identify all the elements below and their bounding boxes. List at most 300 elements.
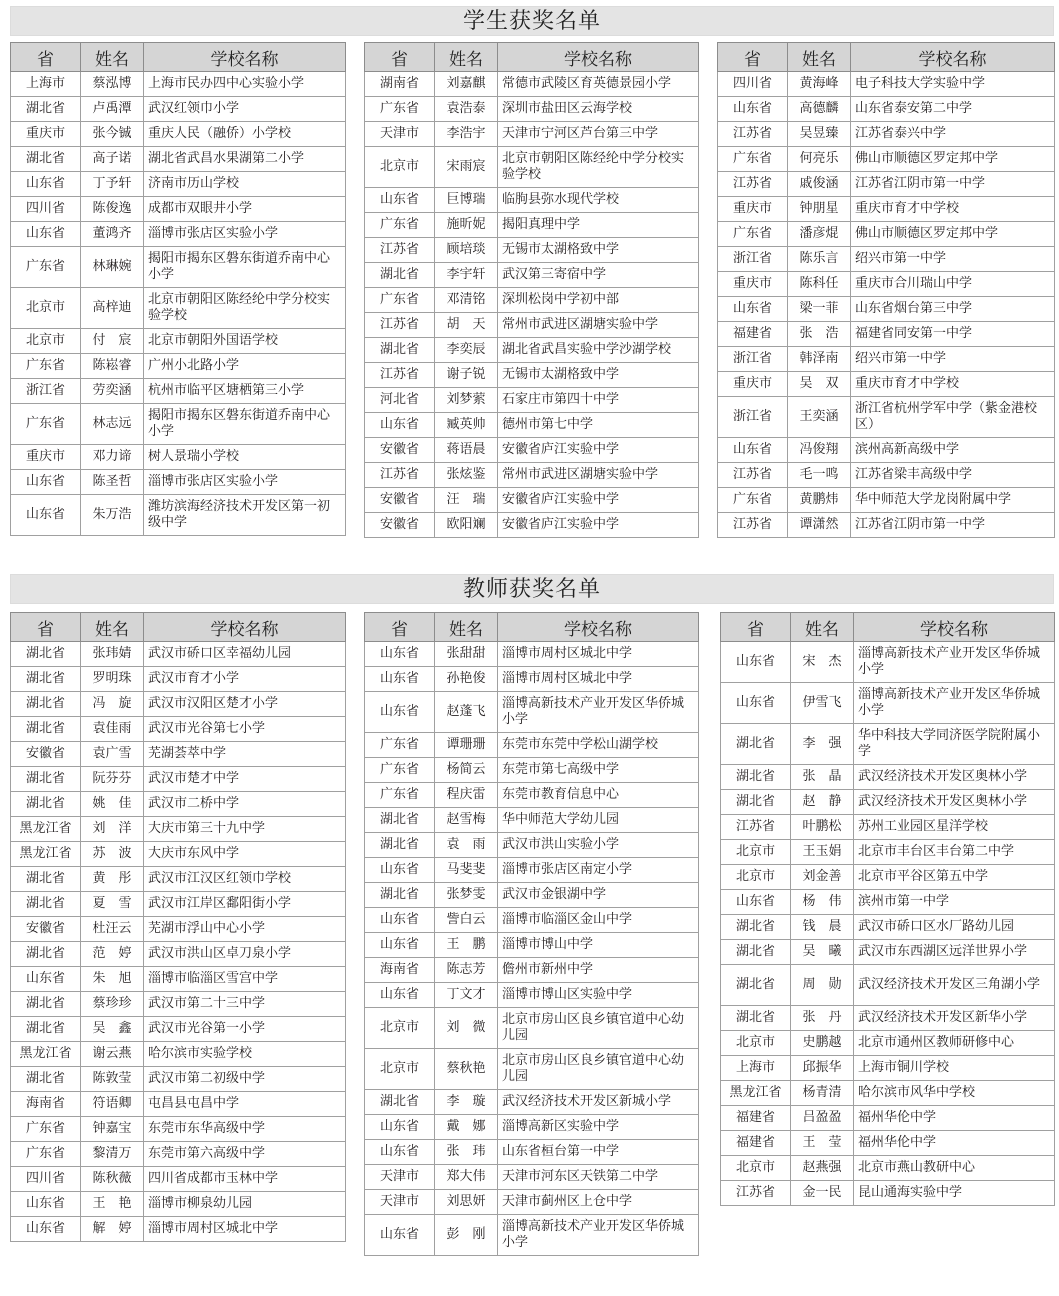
province-cell: 湖北省: [11, 692, 81, 717]
name-cell: 姚 佳: [81, 792, 144, 817]
table-row: [11, 288, 346, 329]
province-cell: 湖北省: [365, 263, 435, 288]
school-cell: 北京市房山区良乡镇官道中心幼儿园: [498, 1049, 699, 1090]
province-cell: 福建省: [721, 1106, 791, 1131]
province-cell: 山东省: [11, 967, 81, 992]
name-cell: 杨简云: [435, 758, 498, 783]
school-cell: 天津市宁河区芦台第三中学: [498, 122, 699, 147]
table-row: [11, 767, 346, 792]
name-cell: 杨青清: [791, 1081, 854, 1106]
province-cell: 北京市: [365, 1049, 435, 1090]
name-cell: 胡 天: [435, 313, 498, 338]
school-cell: 揭阳真理中学: [498, 213, 699, 238]
school-cell: 德州市第七中学: [498, 413, 699, 438]
school-cell: 苏州工业园区星洋学校: [854, 815, 1055, 840]
school-cell: 江苏省泰兴中学: [851, 122, 1055, 147]
school-cell: 佛山市顺德区罗定邦中学: [851, 147, 1055, 172]
name-cell: 程庆雷: [435, 783, 498, 808]
table-row: [11, 197, 346, 222]
table-row: [365, 213, 699, 238]
table-row: [365, 983, 699, 1008]
table-row: [365, 958, 699, 983]
school-cell: 佛山市顺德区罗定邦中学: [851, 222, 1055, 247]
table-row: [365, 783, 699, 808]
table-row: [718, 222, 1055, 247]
name-cell: 宋雨宸: [435, 147, 498, 188]
province-cell: 黑龙江省: [11, 1042, 81, 1067]
province-cell: 湖北省: [11, 767, 81, 792]
province-cell: 北京市: [11, 329, 81, 354]
name-cell: 黄 彤: [81, 867, 144, 892]
school-cell: 武汉市第二初级中学: [144, 1067, 346, 1092]
province-cell: 山东省: [11, 1217, 81, 1242]
school-cell: 北京市丰台区丰台第二中学: [854, 840, 1055, 865]
school-cell: 绍兴市第一中学: [851, 347, 1055, 372]
name-cell: 韩泽南: [788, 347, 851, 372]
province-cell: 天津市: [365, 1190, 435, 1215]
province-cell: 黑龙江省: [721, 1081, 791, 1106]
name-cell: 张梦雯: [435, 883, 498, 908]
table-row: [11, 470, 346, 495]
province-cell: 海南省: [365, 958, 435, 983]
name-cell: 刘 微: [435, 1008, 498, 1049]
teacher-awards-table-2: [364, 612, 699, 1256]
name-cell: 赵蓬飞: [435, 692, 498, 733]
school-cell: 上海市铜川学校: [854, 1056, 1055, 1081]
province-cell: 北京市: [11, 288, 81, 329]
name-cell: 金一民: [791, 1181, 854, 1206]
name-cell: 阮芬芬: [81, 767, 144, 792]
name-cell: 王玉娟: [791, 840, 854, 865]
table-header-row: [721, 613, 1055, 642]
province-cell: 江苏省: [365, 463, 435, 488]
table-row: [365, 413, 699, 438]
province-header: 省: [718, 43, 788, 72]
table-row: [718, 147, 1055, 172]
teacher-awards-table-1: [10, 612, 346, 1242]
name-cell: 罗明珠: [81, 667, 144, 692]
province-cell: 山东省: [365, 933, 435, 958]
school-cell: 淄博市博山中学: [498, 933, 699, 958]
school-cell: 湖北省武昌水果湖第二小学: [144, 147, 346, 172]
table-row: [365, 147, 699, 188]
province-cell: 湖北省: [721, 790, 791, 815]
name-cell: 袁浩泰: [435, 97, 498, 122]
name-cell: 孙艳俊: [435, 667, 498, 692]
student-awards-table-3: [717, 42, 1055, 538]
table-row: [718, 272, 1055, 297]
school-cell: 武汉市江汉区红领巾学校: [144, 867, 346, 892]
province-cell: 广东省: [365, 783, 435, 808]
table-row: [11, 792, 346, 817]
table-row: [11, 172, 346, 197]
name-cell: 陈秋薇: [81, 1167, 144, 1192]
name-header: 姓名: [788, 43, 851, 72]
province-cell: 北京市: [721, 1031, 791, 1056]
school-cell: 淄博市博山区实验中学: [498, 983, 699, 1008]
province-cell: 湖北省: [721, 915, 791, 940]
school-cell: 武汉市金银湖中学: [498, 883, 699, 908]
table-row: [365, 122, 699, 147]
province-cell: 上海市: [11, 72, 81, 97]
name-cell: 戚俊涵: [788, 172, 851, 197]
student-awards-table-1: [10, 42, 346, 536]
name-cell: 刘梦萦: [435, 388, 498, 413]
name-cell: 蒋语晨: [435, 438, 498, 463]
province-cell: 湖北省: [11, 792, 81, 817]
table-row: [718, 322, 1055, 347]
school-cell: 淄博市张店区实验小学: [144, 470, 346, 495]
name-cell: 蔡秋艳: [435, 1049, 498, 1090]
school-cell: 上海市民办四中心实验小学: [144, 72, 346, 97]
name-cell: 范 婷: [81, 942, 144, 967]
name-header: 姓名: [435, 613, 498, 642]
name-cell: 汪 瑞: [435, 488, 498, 513]
school-cell: 武汉市硚口区水厂路幼儿园: [854, 915, 1055, 940]
table-row: [365, 1049, 699, 1090]
name-cell: 史鹏越: [791, 1031, 854, 1056]
table-row: [11, 329, 346, 354]
table-row: [11, 717, 346, 742]
name-cell: 谭珊珊: [435, 733, 498, 758]
name-cell: 陈科任: [788, 272, 851, 297]
table-row: [365, 833, 699, 858]
table-row: [721, 815, 1055, 840]
province-cell: 湖北省: [11, 1017, 81, 1042]
table-row: [365, 97, 699, 122]
province-cell: 湖北省: [11, 667, 81, 692]
province-cell: 广东省: [718, 222, 788, 247]
table-row: [11, 354, 346, 379]
name-cell: 陈俊逸: [81, 197, 144, 222]
table-row: [721, 1056, 1055, 1081]
school-cell: 淄博高新技术产业开发区华侨城小学: [498, 692, 699, 733]
name-cell: 谢子锐: [435, 363, 498, 388]
table-row: [721, 1081, 1055, 1106]
name-cell: 黎清万: [81, 1142, 144, 1167]
school-cell: 湖北省武昌实验中学沙湖学校: [498, 338, 699, 363]
table-row: [365, 1140, 699, 1165]
school-header: 学校名称: [854, 613, 1055, 642]
name-cell: 李 璇: [435, 1090, 498, 1115]
province-cell: 湖南省: [365, 72, 435, 97]
table-row: [365, 513, 699, 538]
school-cell: 武汉第三寄宿中学: [498, 263, 699, 288]
name-cell: 袁广雪: [81, 742, 144, 767]
name-cell: 陈崧睿: [81, 354, 144, 379]
name-cell: 周 勋: [791, 965, 854, 1006]
school-cell: 浙江省杭州学军中学（紫金港校区）: [851, 397, 1055, 438]
school-cell: 北京市通州区教师研修中心: [854, 1031, 1055, 1056]
teacher-awards-heading: 教师获奖名单: [10, 574, 1054, 604]
province-cell: 河北省: [365, 388, 435, 413]
province-cell: 湖北省: [365, 1090, 435, 1115]
province-cell: 黑龙江省: [11, 817, 81, 842]
province-cell: 广东省: [365, 213, 435, 238]
table-row: [11, 97, 346, 122]
name-cell: 李奕辰: [435, 338, 498, 363]
school-cell: 江苏省江阴市第一中学: [851, 172, 1055, 197]
school-header: 学校名称: [144, 43, 346, 72]
school-cell: 江苏省梁丰高级中学: [851, 463, 1055, 488]
school-cell: 山东省桓台第一中学: [498, 1140, 699, 1165]
school-cell: 北京市燕山教研中心: [854, 1156, 1055, 1181]
student-awards-heading: 学生获奖名单: [10, 6, 1054, 36]
school-cell: 华中科技大学同济医学院附属小学: [854, 724, 1055, 765]
name-cell: 梁一菲: [788, 297, 851, 322]
province-cell: 广东省: [11, 247, 81, 288]
table-row: [11, 1217, 346, 1242]
province-cell: 安徽省: [11, 742, 81, 767]
name-cell: 陈圣哲: [81, 470, 144, 495]
name-cell: 欧阳斓: [435, 513, 498, 538]
province-header: 省: [11, 613, 81, 642]
table-row: [365, 363, 699, 388]
province-cell: 重庆市: [11, 445, 81, 470]
school-cell: 东莞市第六高级中学: [144, 1142, 346, 1167]
school-cell: 四川省成都市玉林中学: [144, 1167, 346, 1192]
school-cell: 天津市河东区天铁第二中学: [498, 1165, 699, 1190]
table-row: [721, 642, 1055, 683]
name-cell: 刘思妍: [435, 1190, 498, 1215]
province-cell: 江苏省: [721, 815, 791, 840]
name-cell: 劳奕涵: [81, 379, 144, 404]
school-cell: 淄博市周村区城北中学: [498, 667, 699, 692]
school-cell: 深圳市盐田区云海学校: [498, 97, 699, 122]
province-cell: 福建省: [718, 322, 788, 347]
province-cell: 广东省: [718, 488, 788, 513]
school-cell: 淄博市临淄区金山中学: [498, 908, 699, 933]
school-cell: 武汉市洪山实验小学: [498, 833, 699, 858]
school-cell: 成都市双眼井小学: [144, 197, 346, 222]
name-cell: 赵雪梅: [435, 808, 498, 833]
name-cell: 解 婷: [81, 1217, 144, 1242]
table-row: [11, 1067, 346, 1092]
school-cell: 绍兴市第一中学: [851, 247, 1055, 272]
school-cell: 重庆市育才中学校: [851, 197, 1055, 222]
table-row: [721, 915, 1055, 940]
school-cell: 揭阳市揭东区磐东街道乔南中心小学: [144, 247, 346, 288]
name-cell: 吴昱臻: [788, 122, 851, 147]
province-cell: 北京市: [365, 147, 435, 188]
table-row: [365, 908, 699, 933]
name-cell: 丁文才: [435, 983, 498, 1008]
name-cell: 张甜甜: [435, 642, 498, 667]
province-cell: 天津市: [365, 122, 435, 147]
table-row: [721, 965, 1055, 1006]
province-cell: 湖北省: [11, 642, 81, 667]
province-cell: 广东省: [365, 758, 435, 783]
table-row: [11, 842, 346, 867]
name-cell: 潘彦焜: [788, 222, 851, 247]
name-cell: 陈乐言: [788, 247, 851, 272]
table-row: [11, 1092, 346, 1117]
name-cell: 赵燕强: [791, 1156, 854, 1181]
school-cell: 淄博高新区实验中学: [498, 1115, 699, 1140]
school-cell: 芜湖荟萃中学: [144, 742, 346, 767]
table-row: [11, 247, 346, 288]
table-row: [11, 1142, 346, 1167]
table-row: [365, 858, 699, 883]
name-cell: 黄海峰: [788, 72, 851, 97]
school-cell: 山东省烟台第三中学: [851, 297, 1055, 322]
school-cell: 无锡市太湖格致中学: [498, 363, 699, 388]
school-cell: 北京市朝阳区陈经纶中学分校实验学校: [144, 288, 346, 329]
name-cell: 丁予轩: [81, 172, 144, 197]
table-row: [718, 347, 1055, 372]
table-row: [11, 122, 346, 147]
name-cell: 高梓迪: [81, 288, 144, 329]
name-cell: 黄鹏炜: [788, 488, 851, 513]
school-cell: 山东省泰安第二中学: [851, 97, 1055, 122]
school-cell: 武汉市光谷第七小学: [144, 717, 346, 742]
name-cell: 李 强: [791, 724, 854, 765]
name-cell: 冯俊翔: [788, 438, 851, 463]
school-cell: 昆山通海实验中学: [854, 1181, 1055, 1206]
name-cell: 张 晶: [791, 765, 854, 790]
table-row: [11, 942, 346, 967]
table-row: [11, 992, 346, 1017]
table-header-row: [718, 43, 1055, 72]
province-header: 省: [11, 43, 81, 72]
table-row: [11, 147, 346, 172]
name-cell: 杨 伟: [791, 890, 854, 915]
name-cell: 张 玮: [435, 1140, 498, 1165]
province-cell: 安徽省: [365, 513, 435, 538]
table-row: [721, 1156, 1055, 1181]
table-row: [365, 1165, 699, 1190]
school-header: 学校名称: [144, 613, 346, 642]
school-cell: 淄博市张店区实验小学: [144, 222, 346, 247]
province-cell: 湖北省: [721, 765, 791, 790]
table-row: [11, 892, 346, 917]
province-cell: 广东省: [365, 733, 435, 758]
table-row: [718, 488, 1055, 513]
province-cell: 山东省: [718, 438, 788, 463]
table-row: [11, 72, 346, 97]
school-header: 学校名称: [498, 43, 699, 72]
table-row: [11, 404, 346, 445]
table-row: [718, 197, 1055, 222]
table-row: [721, 940, 1055, 965]
province-cell: 山东省: [365, 1115, 435, 1140]
table-row: [365, 733, 699, 758]
table-row: [721, 790, 1055, 815]
school-cell: 华中师范大学幼儿园: [498, 808, 699, 833]
name-cell: 吴 曦: [791, 940, 854, 965]
name-cell: 戴 娜: [435, 1115, 498, 1140]
school-cell: 重庆市合川瑞山中学: [851, 272, 1055, 297]
province-cell: 山东省: [11, 1192, 81, 1217]
school-cell: 安徽省庐江实验中学: [498, 438, 699, 463]
province-cell: 山东省: [365, 642, 435, 667]
school-cell: 武汉市汉阳区楚才小学: [144, 692, 346, 717]
table-row: [11, 1167, 346, 1192]
table-row: [365, 72, 699, 97]
name-cell: 赵 静: [791, 790, 854, 815]
table-row: [365, 808, 699, 833]
province-cell: 上海市: [721, 1056, 791, 1081]
school-cell: 哈尔滨市实验学校: [144, 1042, 346, 1067]
table-row: [365, 263, 699, 288]
table-row: [721, 765, 1055, 790]
school-cell: 东莞市东莞中学松山湖学校: [498, 733, 699, 758]
school-cell: 北京市平谷区第五中学: [854, 865, 1055, 890]
school-cell: 广州小北路小学: [144, 354, 346, 379]
province-cell: 江苏省: [721, 1181, 791, 1206]
table-row: [365, 338, 699, 363]
name-cell: 吴 双: [788, 372, 851, 397]
school-cell: 淄博市张店区南定小学: [498, 858, 699, 883]
name-cell: 谢云燕: [81, 1042, 144, 1067]
school-cell: 屯昌县屯昌中学: [144, 1092, 346, 1117]
school-cell: 武汉市硚口区幸福幼儿园: [144, 642, 346, 667]
table-row: [718, 372, 1055, 397]
name-cell: 吕盈盈: [791, 1106, 854, 1131]
school-cell: 常州市武进区湖塘实验中学: [498, 463, 699, 488]
name-cell: 刘金善: [791, 865, 854, 890]
table-row: [721, 724, 1055, 765]
province-cell: 广东省: [11, 1142, 81, 1167]
province-cell: 山东省: [365, 1140, 435, 1165]
province-cell: 山东省: [365, 667, 435, 692]
province-cell: 江苏省: [718, 122, 788, 147]
school-cell: 淄博高新技术产业开发区华侨城小学: [498, 1215, 699, 1256]
table-row: [11, 742, 346, 767]
name-cell: 邓清铭: [435, 288, 498, 313]
school-cell: 武汉红领巾小学: [144, 97, 346, 122]
table-row: [718, 397, 1055, 438]
school-cell: 常州市武进区湖塘实验中学: [498, 313, 699, 338]
school-cell: 大庆市第三十九中学: [144, 817, 346, 842]
name-cell: 张炫鉴: [435, 463, 498, 488]
school-cell: 淄博市周村区城北中学: [498, 642, 699, 667]
name-cell: 冯 旋: [81, 692, 144, 717]
table-row: [11, 1042, 346, 1067]
province-cell: 黑龙江省: [11, 842, 81, 867]
table-row: [718, 513, 1055, 538]
province-cell: 安徽省: [365, 438, 435, 463]
school-cell: 安徽省庐江实验中学: [498, 488, 699, 513]
name-header: 姓名: [81, 613, 144, 642]
school-cell: 石家庄市第四十中学: [498, 388, 699, 413]
name-cell: 蔡泓博: [81, 72, 144, 97]
table-row: [11, 967, 346, 992]
table-row: [721, 1106, 1055, 1131]
province-cell: 江苏省: [718, 463, 788, 488]
table-row: [365, 1090, 699, 1115]
school-cell: 福州华伦中学: [854, 1131, 1055, 1156]
table-row: [718, 463, 1055, 488]
table-row: [718, 247, 1055, 272]
name-cell: 高子诺: [81, 147, 144, 172]
table-row: [365, 313, 699, 338]
name-cell: 钟朋星: [788, 197, 851, 222]
province-cell: 湖北省: [365, 883, 435, 908]
name-cell: 林琳婉: [81, 247, 144, 288]
name-cell: 付 宸: [81, 329, 144, 354]
school-cell: 滨州高新高级中学: [851, 438, 1055, 463]
table-row: [365, 1115, 699, 1140]
name-cell: 巨博瑞: [435, 188, 498, 213]
name-cell: 吴 鑫: [81, 1017, 144, 1042]
table-row: [365, 188, 699, 213]
province-cell: 安徽省: [11, 917, 81, 942]
province-cell: 山东省: [365, 1215, 435, 1256]
province-cell: 北京市: [721, 1156, 791, 1181]
province-cell: 山东省: [11, 470, 81, 495]
name-cell: 蔡珍珍: [81, 992, 144, 1017]
